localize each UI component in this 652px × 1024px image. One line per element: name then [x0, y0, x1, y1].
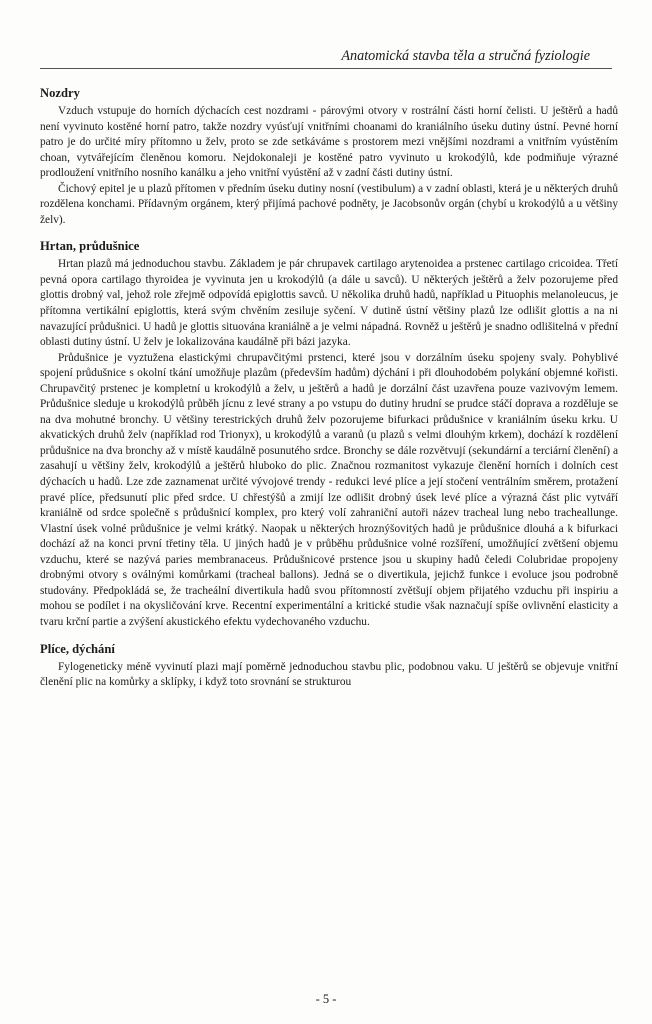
paragraph: Hrtan plazů má jednoduchou stavbu. Základem je pár chrupavek cartilago arytenoidea a prstenec cartilago cricoidea. Třetí pevná opora cartilago thyroidea je vyvinuta jen u krokodýlů (a dále u savců). U některých ještěrů a želv pozorujeme před glottis drobný val, jehož role zřejmě odpovídá epiglottis savců. U několika druhů hadů, například u Pituophis melanoleucus, je přítomna vertikální epiglottis, která svým chvěním zesiluje syčení. V dutině ústní většiny plazů lze odlišit glottis a na ni navazující průdušnici. U hadů je glottis situována kraniálně a je velmi nápadná. Rovněž u ještěrů je snadno odlišitelná v přední oblasti dutiny ústní. U želv je lokalizována kaudálně při bázi jazyka.: [40, 258, 618, 349]
section-heading: Nozdry: [40, 86, 80, 100]
running-head: [40, 46, 612, 69]
running-head-text: Anatomická stavba těla a stručná fyziologie: [341, 48, 590, 64]
paragraph: Průdušnice je vyztužena elastickými chrupavčitými prstenci, které jsou v dorzálním úseku spojeny svaly. Pohyblivé spojení průdušnice s okolní tkání umožňuje plazům (především hadům) dýchání i při dlouhodobém polykání objemné kořisti. Chrupavčitý prstenec je kompletní u krokodýlů a želv, u ještěrů a hadů je dorzální část uzavřena pouze vazivovým lemem. Průdušnice sleduje u krokodýlů průběh jícnu z levé strany a po vstupu do dutiny hrudní se prudce stáčí doprava a rozděluje se na dva mohutné bronchy. U většiny terestrických druhů želv pozorujeme bifurkaci průdušnice v kraniálním úseku krku. U akvatických druhů želv (například rod Trionyx), u krokodýlů a varanů (u plazů s velmi dlouhým krkem), dochází k rozdělení průdušnice na dva bronchy až v místě kaudálně posunutého srdce. Bronchy se dále rozvětvují (sekundární a terciární členění) a zasahují u většiny želv, krokodýlů a ještěrů hluboko do plic. Značnou rozmanitost vykazuje členění horních i dolních cest dýchacích u hadů. Lze zde zaznamenat určité vývojové trendy - redukci levé plíce a její stočení ventrálním směrem, protažení pravé plíce, předsunutí plic před srdce. U chřestýšů a zmijí lze odlišit drobný úsek levé plíce a výrazná část plic vytváří kraniálně od srdce společně s průdušnicí komplex, pro který volí zahraniční autoři název tracheal lung nebo tracheallunge. Vlastní úsek volné průdušnice je velmi krátký. Naopak u některých hroznýšovitých hadů je průdušnice dlouhá a k bifurkaci dochází až na konci první třetiny těla. U jiných hadů je v průběhu průdušnice volné rozšíření, umožňující zvětšení objemu vzduchu, které se nazývá paries membranaceus. Průdušnicové prstence jsou u skupiny hadů čeledi Colubridae propojeny drobnými otvory s oválnými komůrkami (tracheal ballons). Jedná se o divertikula, jejichž funkce i evoluce jsou podrobně studovány. Předpokládá se, že tracheální divertikula hadů svou přítomností zvětšují objem přijatého vzduchu při inspiriu a mohou se podílet i na okysličování krve. Recentní experimentální a kritické studie však naznačují spíše ovlivnění elasticity a tvaru krční partie a zvýšení akustického efektu vydechovaného vzduchu.: [40, 351, 618, 628]
paragraph: Čichový epitel je u plazů přítomen v předním úseku dutiny nosní (vestibulum) a v zadní oblasti, která je u některých druhů rozdělena konchami. Přídavným orgánem, který přijímá pachové podněty, je Jacobsonův orgán (chybí u krokodýlů a u většiny želv).: [40, 182, 618, 226]
paragraph: Vzduch vstupuje do horních dýchacích cest nozdrami - párovými otvory v rostrální části horní čelisti. U ještěrů a hadů není vyvinuto kostěné horní patro, takže nozdry vyúsťují vnitřními choanami do kraniálního úseku dutiny ústní. Pevné horní patro je do určité míry přítomno u želv, proto se zde setkáváme s prostorem mezi vnějšími nozdrami a vnitřním vyústěním choan, vytvářejícím členěnou komoru. Nejdokonaleji je kostěné patro vyvinuto u krokodýlů, kde podmiňuje výrazné prodloužení vnitřního nosního kanálku a jeho vnitřní vyústění až v zadní části dutiny ústní.: [40, 105, 618, 180]
section-heading: Hrtan, průdušnice: [40, 239, 140, 254]
section-hrtan-prudusnice: [40, 237, 618, 630]
section-nozdry: [40, 84, 618, 228]
page-body: [40, 84, 618, 691]
paragraph: Fylogeneticky méně vyvinutí plazi mají poměrně jednoduchou stavbu plic, podobnou vaku. U ještěrů se objevuje vnitřní členění plic na komůrky a sklípky, i když toto srovnání se strukturou: [40, 660, 618, 689]
section-plice-dychani: [40, 640, 618, 691]
section-heading: Plíce, dýchání: [40, 641, 115, 656]
page-number: - 5 -: [315, 992, 337, 1006]
